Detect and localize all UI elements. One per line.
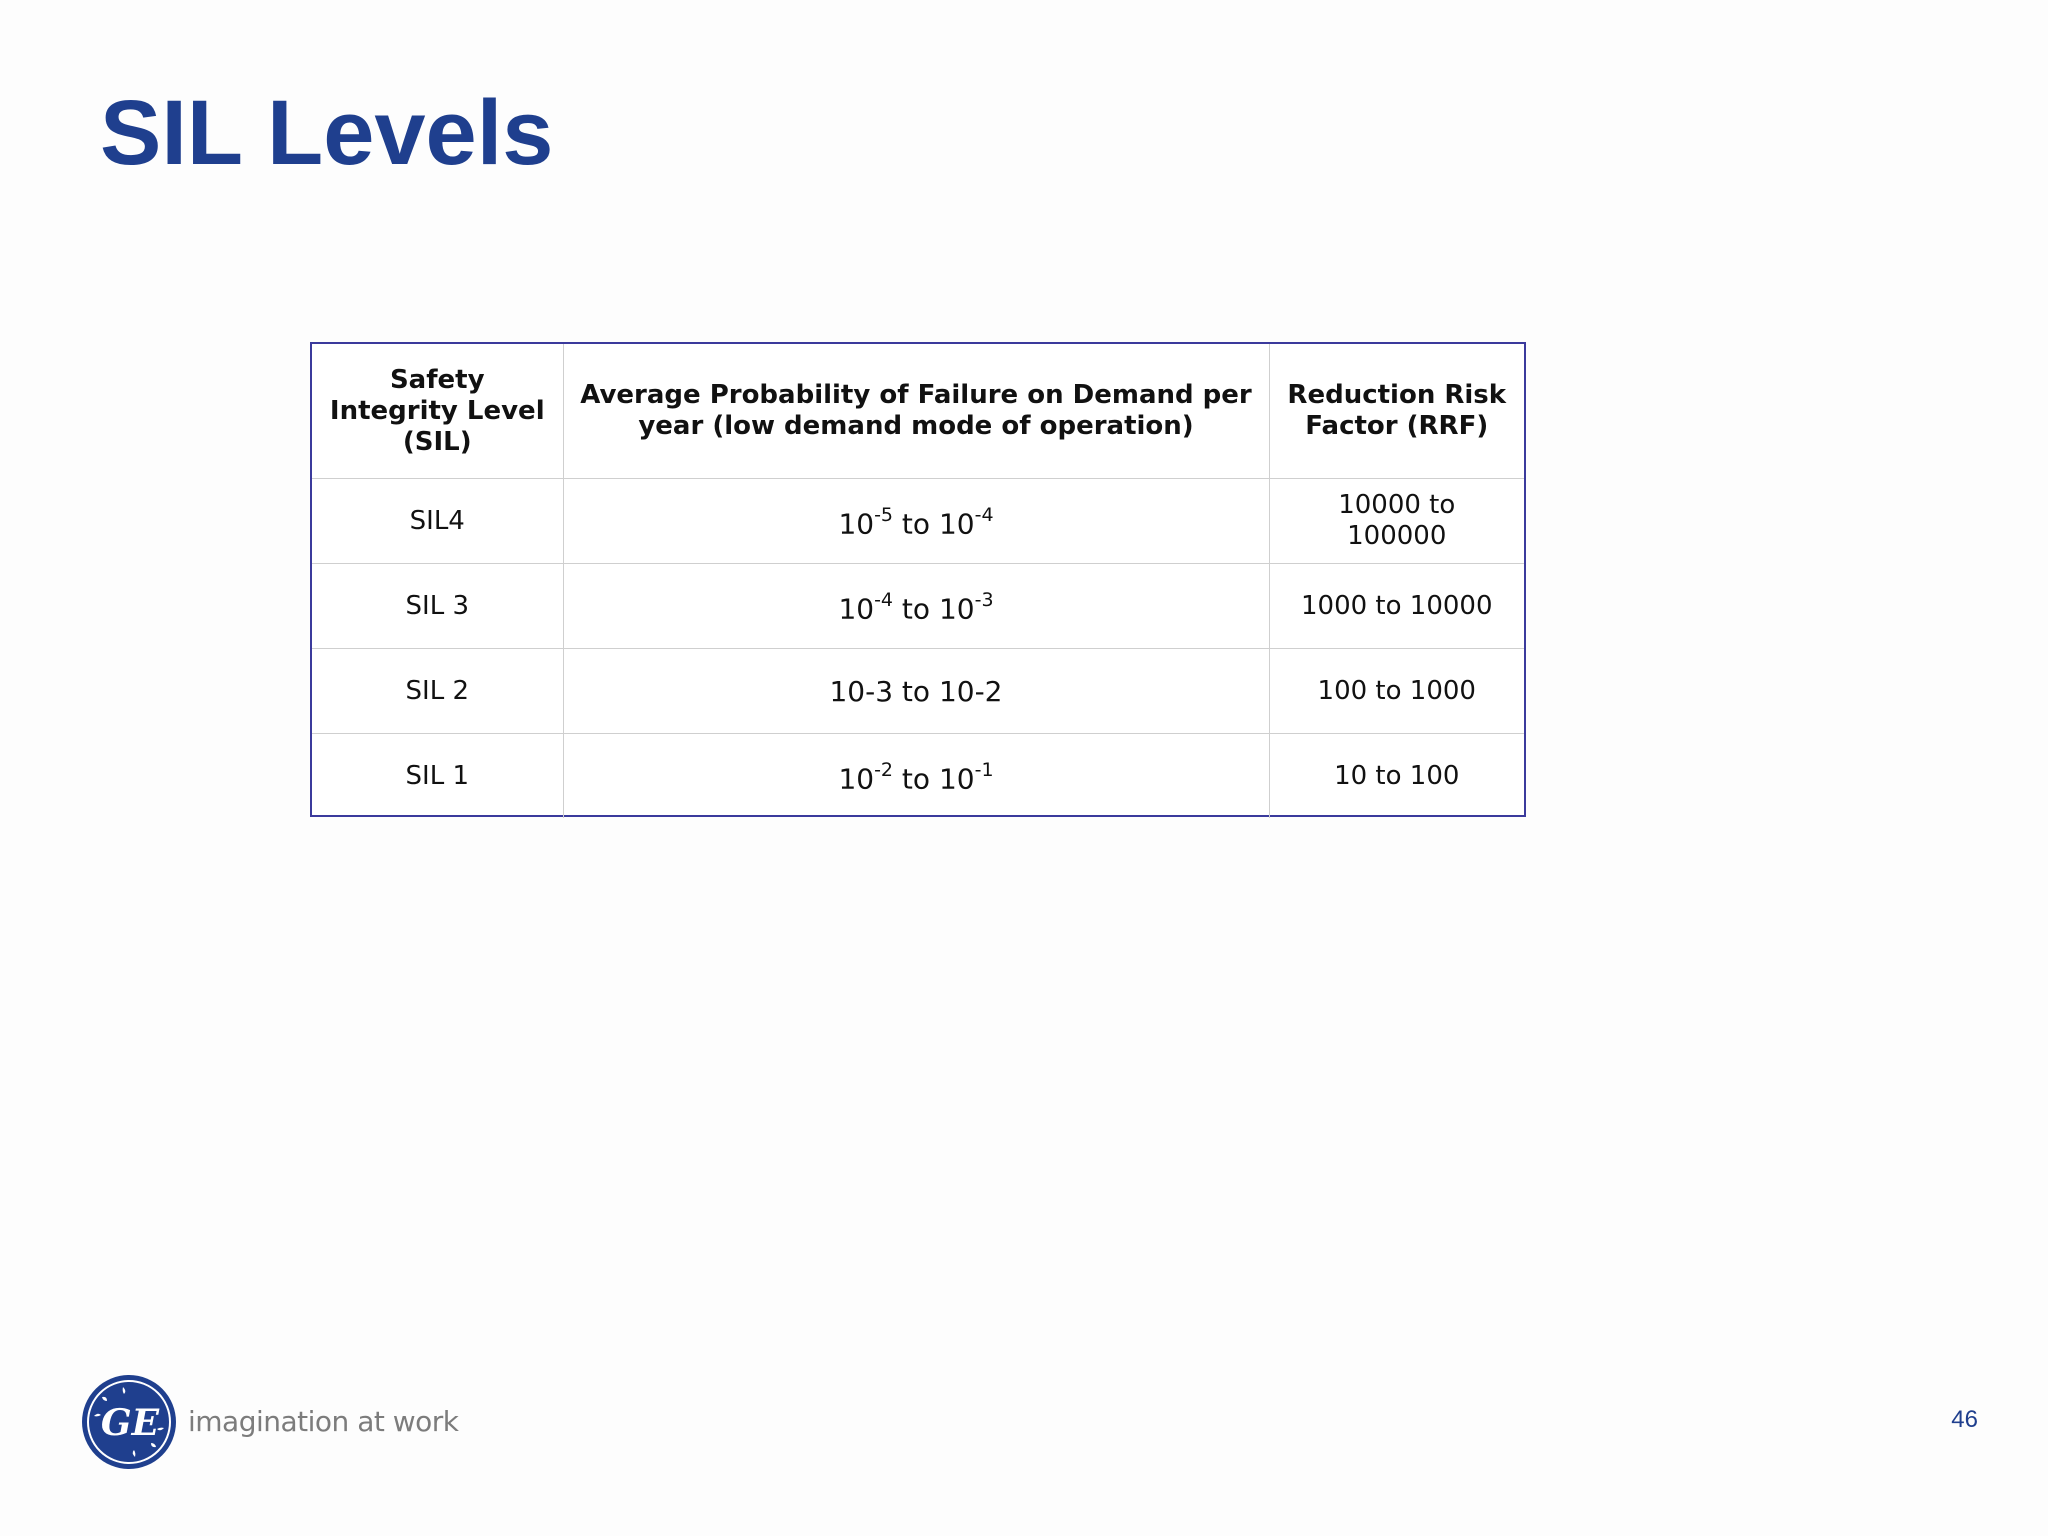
tagline: imagination at work (188, 1405, 459, 1438)
table-row (312, 564, 1524, 649)
sil-cell: SIL4 (312, 479, 563, 564)
page-number: 46 (1951, 1406, 1978, 1433)
sil-table-container (310, 342, 1526, 817)
rrf-cell: 1000 to 10000 (1269, 564, 1524, 649)
sil-cell: SIL 3 (312, 564, 563, 649)
sil-cell: SIL 1 (312, 734, 563, 819)
slide-title: SIL Levels (100, 82, 554, 184)
header-sil: Safety Integrity Level (SIL) (312, 344, 563, 479)
table-header-row (312, 344, 1524, 479)
sil-levels-table (312, 344, 1524, 818)
table-row (312, 734, 1524, 819)
ge-logo-icon (80, 1373, 178, 1471)
svg-text:GE: GE (100, 1402, 160, 1444)
pfd-cell: 10-3 to 10-2 (563, 649, 1269, 734)
pfd-cell: $10^{-4}$ to $10^{-3}$ (563, 564, 1269, 649)
rrf-cell: 100 to 1000 (1269, 649, 1524, 734)
sil-cell: SIL 2 (312, 649, 563, 734)
table-row (312, 649, 1524, 734)
pfd-cell: $10^{-2}$ to $10^{-1}$ (563, 734, 1269, 819)
header-pfd: Average Probability of Failure on Demand per year (low demand mode of operation) (563, 344, 1269, 479)
table-row (312, 479, 1524, 564)
pfd-cell: $10^{-5}$ to $10^{-4}$ (563, 479, 1269, 564)
rrf-cell: 10000 to 100000 (1269, 479, 1524, 564)
rrf-cell: 10 to 100 (1269, 734, 1524, 819)
header-rrf: Reduction Risk Factor (RRF) (1269, 344, 1524, 479)
